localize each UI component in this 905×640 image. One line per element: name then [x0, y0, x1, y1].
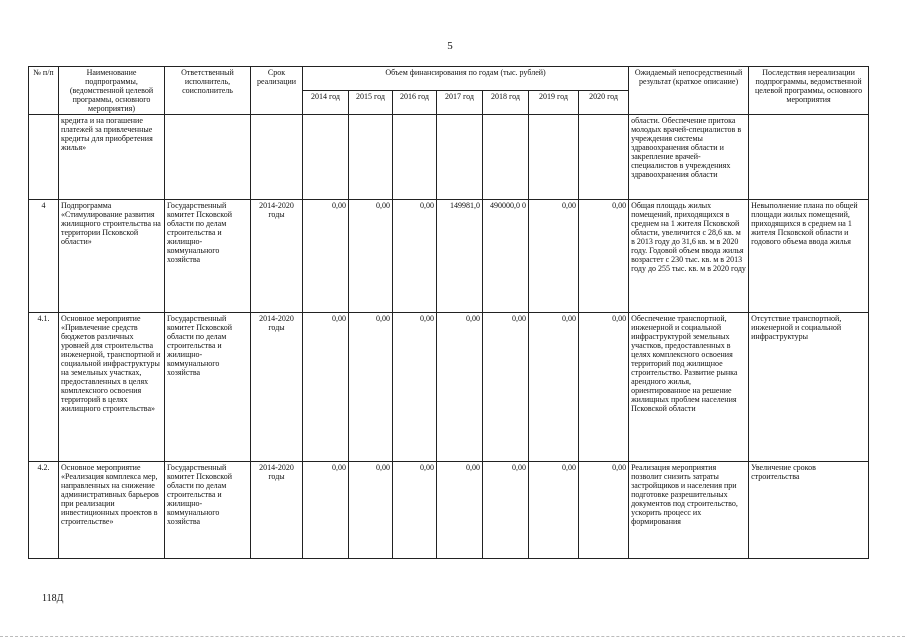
- cell-responsible: Государственный комитет Псковской области по делам строительства и жилищно-коммунального хозяйства: [165, 313, 251, 462]
- cell-value: 0,00: [393, 313, 437, 462]
- cell-value: 0,00: [303, 313, 349, 462]
- scan-edge-divider: [0, 636, 905, 637]
- cell-consequences: Невыполнение плана по общей площади жилых помещений, приходящихся в среднем на 1 жителя Псковской области и годового объема ввода жилья: [749, 200, 869, 313]
- table-row: [29, 200, 869, 313]
- cell-name: Основное мероприятие «Реализация комплекса мер, направленных на снижение административных барьеров при реализации инвестиционных проектов в строительстве»: [59, 462, 165, 559]
- header-year: 2015 год: [349, 91, 393, 115]
- header-num: № п/п: [29, 67, 59, 115]
- cell-value: [393, 115, 437, 200]
- cell-value: 0,00: [437, 462, 483, 559]
- header-result: Ожидаемый непосредственный результат (краткое описание): [629, 67, 749, 115]
- cell-value: 0,00: [529, 313, 579, 462]
- cell-term: [251, 115, 303, 200]
- cell-num: 4: [29, 200, 59, 313]
- header-year: 2018 год: [483, 91, 529, 115]
- header-funding: Объем финансирования по годам (тыс. рублей): [303, 67, 629, 91]
- cell-value: 0,00: [349, 462, 393, 559]
- cell-responsible: Государственный комитет Псковской области по делам строительства и жилищно-коммунального хозяйства: [165, 462, 251, 559]
- cell-term: 2014-2020 годы: [251, 462, 303, 559]
- table-row: [29, 462, 869, 559]
- cell-value: 0,00: [579, 462, 629, 559]
- cell-value: 0,00: [437, 313, 483, 462]
- header-year: 2020 год: [579, 91, 629, 115]
- cell-value: 0,00: [483, 462, 529, 559]
- cell-name: кредита и на погашение платежей за привлеченные кредиты для приобретения жилья»: [59, 115, 165, 200]
- cell-result: Реализация мероприятия позволит снизить затраты застройщиков и населения при подготовке разрешительных документов под строительство, ускорить процесс их формирования: [629, 462, 749, 559]
- cell-value: 0,00: [349, 313, 393, 462]
- continuation-row: [29, 115, 869, 200]
- cell-value: [303, 115, 349, 200]
- header-name: Наименование подпрограммы, (ведомственной целевой программы, основного мероприятия): [59, 67, 165, 115]
- cell-responsible: Государственный комитет Псковской области по делам строительства и жилищно-коммунального хозяйства: [165, 200, 251, 313]
- header-year: 2014 год: [303, 91, 349, 115]
- cell-value: 0,00: [483, 313, 529, 462]
- program-table: [28, 66, 869, 559]
- cell-value: 149981,0: [437, 200, 483, 313]
- cell-responsible: [165, 115, 251, 200]
- cell-name: Подпрограмма «Стимулирование развития жилищного строительства на территории Псковской области»: [59, 200, 165, 313]
- header-row: [29, 67, 869, 91]
- cell-value: 0,00: [393, 200, 437, 313]
- cell-result: Общая площадь жилых помещений, приходящихся в среднем на 1 жителя Псковской области, увеличится с 28,6 кв. м в 2013 году до 31,6 кв. м в 2020 году. Годовой объем ввода жилья возрастет с 230 тыс. кв. м в 2013 году до 255 тыс. кв. м в 2020 году: [629, 200, 749, 313]
- header-year: 2017 год: [437, 91, 483, 115]
- cell-num: 4.1.: [29, 313, 59, 462]
- cell-value: 0,00: [579, 200, 629, 313]
- footer-code: 118Д: [42, 593, 64, 604]
- cell-consequences: Отсутствие транспортной, инженерной и социальной инфраструктуры: [749, 313, 869, 462]
- cell-value: 0,00: [303, 200, 349, 313]
- cell-result: области. Обеспечение притока молодых врачей-специалистов в учреждения системы здравоохранения области и закрепление врачей-специалистов в учреждениях здравоохранения области: [629, 115, 749, 200]
- cell-value: [579, 115, 629, 200]
- cell-consequences: [749, 115, 869, 200]
- cell-num: [29, 115, 59, 200]
- cell-value: 490000,0 0: [483, 200, 529, 313]
- cell-value: [529, 115, 579, 200]
- header-responsible: Ответственный исполнитель, соисполнитель: [165, 67, 251, 115]
- cell-value: 0,00: [529, 200, 579, 313]
- table-row: [29, 313, 869, 462]
- cell-value: 0,00: [303, 462, 349, 559]
- cell-num: 4.2.: [29, 462, 59, 559]
- cell-value: 0,00: [579, 313, 629, 462]
- header-consequences: Последствия нереализации подпрограммы, ведомственной целевой программы, основного мероприятия: [749, 67, 869, 115]
- header-year: 2019 год: [529, 91, 579, 115]
- cell-value: [437, 115, 483, 200]
- header-year: 2016 год: [393, 91, 437, 115]
- cell-value: 0,00: [529, 462, 579, 559]
- cell-value: 0,00: [349, 200, 393, 313]
- header-term: Срок реализации: [251, 67, 303, 115]
- cell-value: 0,00: [393, 462, 437, 559]
- cell-name: Основное мероприятие «Привлечение средств бюджетов различных уровней для строительства инженерной, транспортной и социальной инфраструктуры на земельных участках, предоставленных в целях комплексного освоения территорий в целях жилищного строительства»: [59, 313, 165, 462]
- page-number: 5: [447, 40, 453, 52]
- cell-term: 2014-2020 годы: [251, 200, 303, 313]
- cell-term: 2014-2020 годы: [251, 313, 303, 462]
- cell-value: [483, 115, 529, 200]
- cell-consequences: Увеличение сроков строительства: [749, 462, 869, 559]
- cell-value: [349, 115, 393, 200]
- cell-result: Обеспечение транспортной, инженерной и социальной инфраструктурой земельных участков, предоставленных в целях комплексного освоения территорий под жилищное строительство. Развитие рынка арендного жилья, ориентированное на решение жилищных проблем населения Псковской области: [629, 313, 749, 462]
